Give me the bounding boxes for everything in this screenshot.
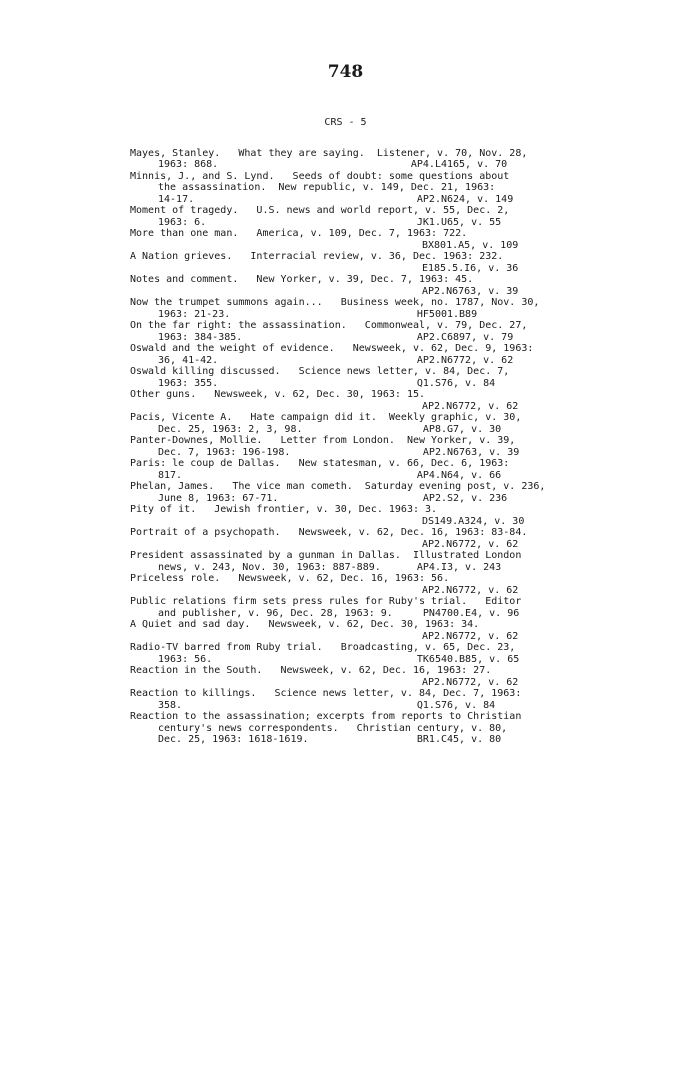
bibliography-entries — [0, 148, 691, 808]
entry-line: A Nation grieves. Interracial review, v. 36, Dec. 1963: 232. — [130, 251, 504, 262]
entry-line: Dec. 7, 1963: 196-198. AP2.N6763, v. 39 — [158, 447, 520, 458]
entry-line: the assassination. New republic, v. 149, Dec. 21, 1963: — [158, 182, 496, 193]
entry-line: June 8, 1963: 67-71. AP2.S2, v. 236 — [158, 493, 508, 504]
entry-line: Moment of tragedy. U.S. news and world report, v. 55, Dec. 2, — [130, 205, 510, 216]
entry-line: Oswald killing discussed. Science news letter, v. 84, Dec. 7, — [130, 366, 510, 377]
entry-line: century's news correspondents. Christian century, v. 80, — [158, 723, 508, 734]
entry-line: DS149.A324, v. 30 — [422, 516, 525, 527]
entry-line: AP2.N6772, v. 62 — [422, 401, 519, 412]
entry-line: President assassinated by a gunman in Dallas. Illustrated London — [130, 550, 522, 561]
entry-line: Other guns. Newsweek, v. 62, Dec. 30, 1963: 15. — [130, 389, 426, 400]
entry-line: 1963: 6. JK1.U65, v. 55 — [158, 217, 502, 228]
entry-line: AP2.N6763, v. 39 — [422, 286, 519, 297]
entry-line: Priceless role. Newsweek, v. 62, Dec. 16, 1963: 56. — [130, 573, 450, 584]
entry-line: Pity of it. Jewish frontier, v. 30, Dec. 1963: 3. — [130, 504, 438, 515]
entry-line: 1963: 56. TK6540.B85, v. 65 — [158, 654, 520, 665]
entry-line: Dec. 25, 1963: 2, 3, 98. AP8.G7, v. 30 — [158, 424, 502, 435]
entry-line: Oswald and the weight of evidence. Newsweek, v. 62, Dec. 9, 1963: — [130, 343, 534, 354]
page-number: 748 — [327, 62, 364, 82]
entry-line: and publisher, v. 96, Dec. 28, 1963: 9. PN4700.E4, v. 96 — [158, 608, 520, 619]
entry-line: Reaction in the South. Newsweek, v. 62, Dec. 16, 1963: 27. — [130, 665, 492, 676]
entry-line: AP2.N6772, v. 62 — [422, 631, 519, 642]
entry-line: news, v. 243, Nov. 30, 1963: 887-889. AP4.I3, v. 243 — [158, 562, 502, 573]
entry-line: Now the trumpet summons again... Business week, no. 1787, Nov. 30, — [130, 297, 540, 308]
entry-line: Paris: le coup de Dallas. New statesman, v. 66, Dec. 6, 1963: — [130, 458, 510, 469]
entry-line: AP2.N6772, v. 62 — [422, 677, 519, 688]
entry-line: Radio-TV barred from Ruby trial. Broadcasting, v. 65, Dec. 23, — [130, 642, 516, 653]
entry-line: 1963: 355. Q1.S76, v. 84 — [158, 378, 496, 389]
entry-line: Portrait of a psychopath. Newsweek, v. 62, Dec. 16, 1963: 83-84. — [130, 527, 528, 538]
entry-line: Reaction to the assassination; excerpts from reports to Christian — [130, 711, 522, 722]
entry-line: A Quiet and sad day. Newsweek, v. 62, Dec. 30, 1963: 34. — [130, 619, 480, 630]
entry-line: 36, 41-42. AP2.N6772, v. 62 — [158, 355, 514, 366]
entry-line: Minnis, J., and S. Lynd. Seeds of doubt: some questions about — [130, 171, 510, 182]
entry-line: More than one man. America, v. 109, Dec. 7, 1963: 722. — [130, 228, 468, 239]
entry-line: Public relations firm sets press rules for Ruby's trial. Editor — [130, 596, 522, 607]
entry-line: 1963: 384-385. AP2.C6897, v. 79 — [158, 332, 514, 343]
entry-line: 14-17. AP2.N624, v. 149 — [158, 194, 514, 205]
entry-line: AP2.N6772, v. 62 — [422, 539, 519, 550]
entry-line: Panter-Downes, Mollie. Letter from London. New Yorker, v. 39, — [130, 435, 516, 446]
entry-line: BX801.A5, v. 109 — [422, 240, 519, 251]
entry-line: On the far right: the assassination. Commonweal, v. 79, Dec. 27, — [130, 320, 528, 331]
entry-line: AP2.N6772, v. 62 — [422, 585, 519, 596]
entry-line: 817. AP4.N64, v. 66 — [158, 470, 502, 481]
entry-line: Mayes, Stanley. What they are saying. Listener, v. 70, Nov. 28, — [130, 148, 528, 159]
entry-line: 1963: 868. AP4.L4165, v. 70 — [158, 159, 508, 170]
entry-line: Reaction to killings. Science news letter, v. 84, Dec. 7, 1963: — [130, 688, 522, 699]
entry-line: Notes and comment. New Yorker, v. 39, Dec. 7, 1963: 45. — [130, 274, 474, 285]
entry-line: 358. Q1.S76, v. 84 — [158, 700, 496, 711]
entry-line: Phelan, James. The vice man cometh. Saturday evening post, v. 236, — [130, 481, 546, 492]
entry-line: Pacis, Vicente A. Hate campaign did it. Weekly graphic, v. 30, — [130, 412, 522, 423]
entry-line: Dec. 25, 1963: 1618-1619. BR1.C45, v. 80 — [158, 734, 502, 745]
report-identifier: CRS - 5 — [324, 117, 367, 128]
entry-line: E185.5.I6, v. 36 — [422, 263, 519, 274]
entry-line: 1963: 21-23. HF5001.B89 — [158, 309, 478, 320]
